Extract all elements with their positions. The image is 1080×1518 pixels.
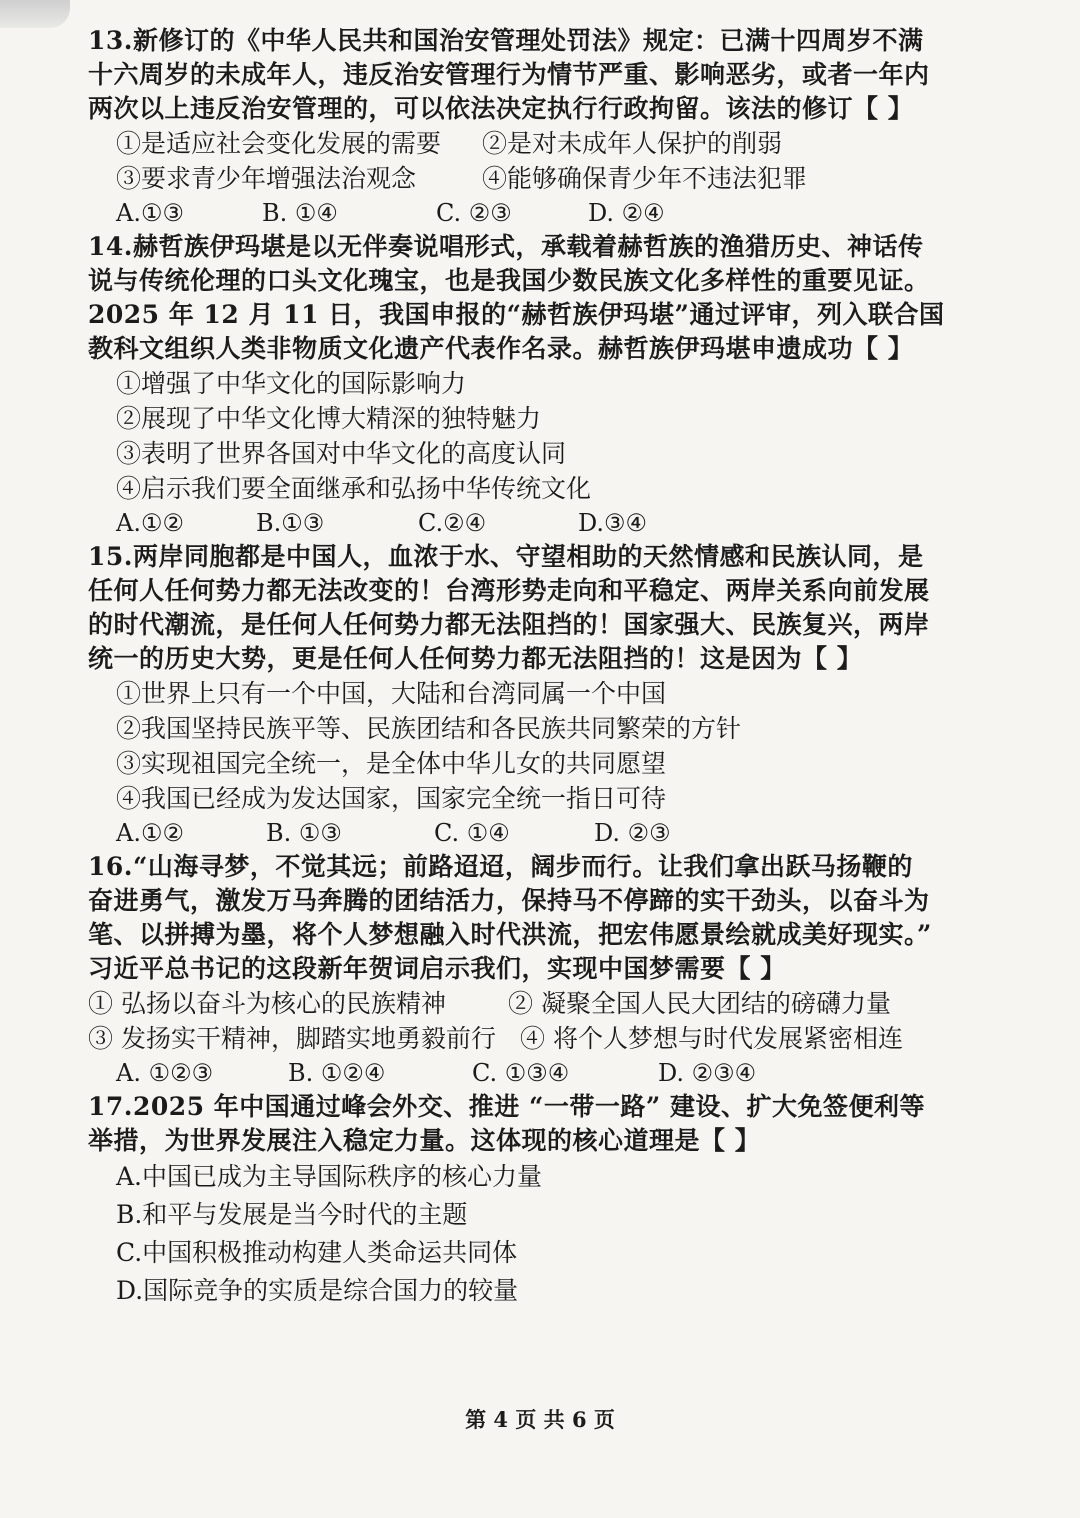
q13-line-2: 十六周岁的未成年人，违反治安管理行为情节严重、影响恶劣，或者一年内 [88,60,930,89]
q13-option-a: A.①③ [116,199,184,227]
q14-option-d: D.③④ [578,509,648,537]
q14-line-1: 14.赫哲族伊玛堪是以无伴奏说唱形式，承载着赫哲族的渔猎历史、神话传 [88,232,924,261]
q14-option-b: B.①③ [256,509,325,537]
q13-option-d: D. ②④ [588,199,665,227]
q14-line-3: 2025 年 12 月 11 日，我国申报的“赫哲族伊玛堪”通过评审，列入联合国 [88,300,945,329]
q17-choice-a: A.中国已成为主导国际秩序的核心力量 [116,1162,543,1191]
q14-line-2: 说与传统伦理的口头文化瑰宝，也是我国少数民族文化多样性的重要见证。 [88,266,930,295]
q13-statement-1: ①是适应社会变化发展的需要 [116,129,442,158]
page-number: 第 4 页 共 6 页 [465,1407,615,1432]
q15-line-1: 15.两岸同胞都是中国人，血浓于水、守望相助的天然情感和民族认同，是 [88,542,924,571]
q15-line-4: 统一的历史大势，更是任何人任何势力都无法阻挡的！这是因为【 】 [88,644,863,673]
q15-statement-3: ③实现祖国完全统一，是全体中华儿女的共同愿望 [116,749,667,778]
q17-choice-c: C.中国积极推动构建人类命运共同体 [116,1238,518,1267]
q13-line-3: 两次以上违反治安管理的，可以依法决定执行行政拘留。该法的修订【 】 [88,94,914,123]
q16-statement-2: ② 凝聚全国人民大团结的磅礴力量 [508,989,891,1018]
exam-page [88,24,948,1310]
q17-line-1: 17.2025 年中国通过峰会外交、推进 “一带一路” 建设、扩大免签便利等 [88,1092,925,1121]
q16-line-4: 习近平总书记的这段新年贺词启示我们，实现中国梦需要【 】 [88,954,786,983]
question-17 [88,1090,948,1310]
q15-option-a: A.①② [116,819,184,847]
q16-option-c: C. ①③④ [472,1059,570,1087]
q15-option-d: D. ②③ [594,819,671,847]
q15-line-2: 任何人任何势力都无法改变的！台湾形势走向和平稳定、两岸关系向前发展 [88,576,930,605]
q14-option-a: A.①② [116,509,184,537]
q13-line-1: 13.新修订的《中华人民共和国治安管理处罚法》规定：已满十四周岁不满 [88,26,924,55]
q16-line-2: 奋进勇气，激发万马奔腾的团结活力，保持马不停蹄的实干劲头，以奋斗为 [88,886,930,915]
q16-options [88,1056,948,1090]
q16-line-3: 笔、以拼搏为墨，将个人梦想融入时代洪流，把宏伟愿景绘就成美好现实。” [88,920,932,949]
q16-statement-row-2 [88,1021,948,1056]
question-16 [88,850,948,1090]
q16-statement-4: ④ 将个人梦想与时代发展紧密相连 [520,1024,903,1053]
q16-statement-row-1 [88,986,948,1021]
q13-statement-row-1 [88,126,948,161]
q13-options [88,196,948,230]
q13-statement-row-2 [88,161,948,196]
question-15 [88,540,948,850]
q14-statement-3: ③表明了世界各国对中华文化的高度认同 [116,439,567,468]
q15-statement-4: ④我国已经成为发达国家，国家完全统一指日可待 [116,784,667,813]
q17-line-2: 举措，为世界发展注入稳定力量。这体现的核心道理是【 】 [88,1126,761,1155]
q16-option-a: A. ①②③ [116,1059,214,1087]
q13-option-c: C. ②③ [436,199,512,227]
q14-line-4: 教科文组织人类非物质文化遗产代表作名录。赫哲族伊玛堪申遗成功【 】 [88,334,914,363]
q15-option-b: B. ①③ [266,819,342,847]
q14-options [88,506,948,540]
q14-statement-4: ④启示我们要全面继承和弘扬中华传统文化 [116,474,592,503]
question-13 [88,24,948,230]
q14-statement-1: ①增强了中华文化的国际影响力 [116,369,467,398]
q15-statement-1: ①世界上只有一个中国，大陆和台湾同属一个中国 [116,679,667,708]
q17-choice-d: D.国际竞争的实质是综合国力的较量 [116,1276,519,1305]
corner-shadow [0,0,70,28]
q16-option-b: B. ①②④ [288,1059,386,1087]
q16-statement-1: ① 弘扬以奋斗为核心的民族精神 [88,989,446,1018]
question-14 [88,230,948,540]
q13-statement-4: ④能够确保青少年不违法犯罪 [482,164,808,193]
q15-line-3: 的时代潮流，是任何人任何势力都无法阻挡的！国家强大、民族复兴，两岸 [88,610,930,639]
q13-statement-3: ③要求青少年增强法治观念 [116,164,417,193]
q16-statement-3: ③ 发扬实干精神，脚踏实地勇毅前行 [88,1024,496,1053]
q16-line-1: 16.“山海寻梦，不觉其远；前路迢迢，阔步而行。让我们拿出跃马扬鞭的 [88,852,913,881]
q14-statement-2: ②展现了中华文化博大精深的独特魅力 [116,404,542,433]
q15-statement-2: ②我国坚持民族平等、民族团结和各民族共同繁荣的方针 [116,714,742,743]
q13-option-b: B. ①④ [262,199,338,227]
q15-option-c: C. ①④ [434,819,510,847]
q13-statement-2: ②是对未成年人保护的削弱 [482,129,783,158]
q15-options [88,816,948,850]
q14-option-c: C.②④ [418,509,487,537]
q17-choice-b: B.和平与发展是当今时代的主题 [116,1200,468,1229]
q16-option-d: D. ②③④ [658,1059,757,1087]
